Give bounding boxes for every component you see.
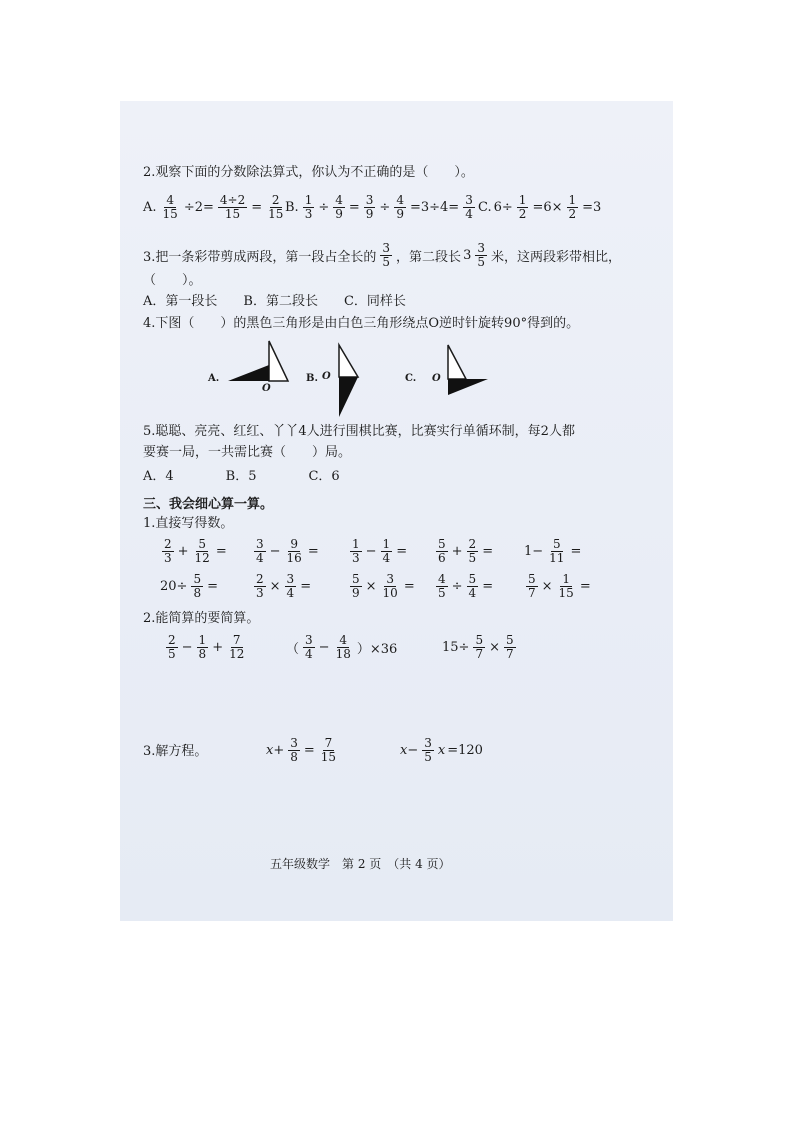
oral-calc-item: $\frac{5}{7}$ × $\frac{1}{15}$ = <box>528 572 591 600</box>
oral-calc-item: $\frac{5}{6}$ + $\frac{2}{5}$ = <box>438 537 494 565</box>
point-o-label: O <box>322 371 331 382</box>
figure-b-triangles <box>332 341 372 419</box>
fraction: $\frac{4}{9}$ <box>396 193 404 221</box>
fraction: $\frac{2}{15}$ <box>268 193 284 221</box>
fraction: $\frac{1}{2}$ <box>518 193 527 221</box>
fraction: $\frac{4}{5}$ <box>438 572 446 600</box>
fraction: $\frac{4}{18}$ <box>335 633 351 661</box>
subsection-title: 1.直接写得数。 <box>143 516 234 531</box>
simplify-expression-3: 15÷ $\frac{5}{7}$ × $\frac{5}{7}$ <box>442 633 514 661</box>
fraction: $\frac{3}{4}$ <box>465 193 473 221</box>
figure-label-b: B. <box>306 373 318 384</box>
fraction: $\frac{5}{8}$ <box>193 572 202 600</box>
oral-calc-item: $\frac{5}{9}$ × $\frac{3}{10}$ = <box>352 572 415 600</box>
fraction: $\frac{3}{9}$ <box>365 193 374 221</box>
subsection-title: 3.解方程。 <box>143 744 208 759</box>
q5-line1: 5.聪聪、亮亮、红红、丫丫4人进行围棋比赛，比赛实行单循环制，每2人都 <box>143 424 575 439</box>
fraction: $\frac{2}{5}$ <box>168 633 176 661</box>
oral-calc-row-2 <box>160 573 660 605</box>
fraction: $\frac{5}{11}$ <box>549 537 565 565</box>
simplify-expression-1: $\frac{2}{5}$ − $\frac{1}{8}$ + $\frac{7}{12}$ <box>168 633 245 661</box>
fraction: $\frac{1}{3}$ <box>304 193 313 221</box>
q2-option-a: A. $\frac{4}{15}$ ÷2= $\frac{4\div 2}{15}$ = $\frac{2}{15}$ <box>143 193 284 221</box>
fraction: $\frac{2}{3}$ <box>164 537 172 565</box>
q2-stem: 2.观察下面的分数除法算式，你认为不正确的是（ ）。 <box>143 165 474 180</box>
simplify-expression-2: （ $\frac{3}{4}$ − $\frac{4}{18}$ ）×36 <box>286 633 398 661</box>
equation-1: x+ $\frac{3}{8}$ = $\frac{7}{15}$ <box>266 736 337 764</box>
fraction: $\frac{3}{4}$ <box>256 537 264 565</box>
figure-label-a: A. <box>208 373 220 384</box>
fraction: $\frac{5}{7}$ <box>475 633 484 661</box>
fraction: $\frac{7}{15}$ <box>320 736 337 764</box>
oral-calc-item: 20÷ $\frac{5}{8}$ = <box>160 572 218 600</box>
q5-line2: 要赛一局，一共需比赛（ ）局。 <box>143 445 352 460</box>
fraction: $\frac{1}{4}$ <box>382 537 391 565</box>
oral-calc-item: $\frac{3}{4}$ − $\frac{9}{16}$ = <box>256 537 319 565</box>
figure-c-triangles <box>440 341 496 401</box>
fraction: $\frac{5}{6}$ <box>438 537 446 565</box>
fraction: $\frac{5}{4}$ <box>468 572 477 600</box>
q3-stem: 3.把一条彩带剪成两段，第一段占全长的 $\frac{3}{5}$ ，第二段长 3 $\frac{3}{5}$ 米，这两段彩带相比， <box>143 241 621 269</box>
oral-calc-item: $\frac{4}{5}$ ÷ $\frac{5}{4}$ = <box>438 572 494 600</box>
q3-options: A．第一段长 B．第二段长 C．同样长 <box>143 294 406 309</box>
q4-figures <box>200 337 500 419</box>
oral-calc-item: $\frac{2}{3}$ + $\frac{5}{12}$ = <box>164 537 227 565</box>
fraction: $\frac{3}{4}$ <box>305 633 313 661</box>
fraction: $\frac{3}{8}$ <box>290 736 298 764</box>
fraction: $\frac{5}{7}$ <box>505 633 514 661</box>
q3-blank-line: （ ）。 <box>143 273 202 288</box>
mixed-number-whole: 3 <box>463 248 472 263</box>
point-o-label: O <box>432 373 441 384</box>
fraction: $\frac{5}{12}$ <box>194 537 210 565</box>
exam-page <box>120 101 673 921</box>
oral-calc-item: $\frac{1}{3}$ − $\frac{1}{4}$ = <box>352 537 408 565</box>
page-footer: 五年级数学 第 2 页 （共 4 页） <box>270 857 451 871</box>
oral-calc-item: $\frac{2}{3}$ × $\frac{3}{4}$ = <box>256 572 312 600</box>
fraction: $\frac{1}{15}$ <box>558 572 574 600</box>
fraction: $\frac{3}{5}$ <box>477 241 485 269</box>
fraction: $\frac{4}{9}$ <box>335 193 343 221</box>
q5-options: A．4 B．5 C．6 <box>143 469 340 484</box>
subsection-title: 2.能简算的要简算。 <box>143 611 260 626</box>
fraction: $\frac{3}{5}$ <box>382 241 391 269</box>
fraction: $\frac{1}{8}$ <box>198 633 207 661</box>
fraction: $\frac{5}{9}$ <box>352 572 360 600</box>
oral-calc-row-1 <box>160 538 660 570</box>
fraction: $\frac{3}{10}$ <box>382 572 398 600</box>
fraction: $\frac{3}{4}$ <box>286 572 295 600</box>
fraction: $\frac{7}{12}$ <box>229 633 245 661</box>
q4-stem: 4.下图（ ）的黑色三角形是由白色三角形绕点O逆时针旋转90°得到的。 <box>143 316 580 331</box>
figure-a-triangles <box>224 337 296 397</box>
figure-label-c: C. <box>405 373 417 384</box>
fraction: $\frac{1}{2}$ <box>568 193 577 221</box>
fraction: $\frac{2}{5}$ <box>468 537 477 565</box>
point-o-label: O <box>262 383 271 394</box>
fraction: $\frac{9}{16}$ <box>286 537 302 565</box>
oral-calc-item: 1− $\frac{5}{11}$ = <box>524 537 582 565</box>
section-title: 三、我会细心算一算。 <box>143 497 274 512</box>
equation-2: x− $\frac{3}{5}$ x =120 <box>400 736 483 764</box>
fraction: $\frac{4\div 2}{15}$ <box>219 193 246 221</box>
q2-option-b: B. $\frac{1}{3}$ ÷ $\frac{4}{9}$ = $\frac{3}{9}$ ÷ $\frac{4}{9}$ =3÷4= $\frac{3}{4}$ <box>285 193 473 221</box>
fraction: $\frac{1}{3}$ <box>352 537 360 565</box>
q2-option-c: C. 6÷ $\frac{1}{2}$ =6× $\frac{1}{2}$ =3 <box>478 193 602 221</box>
fraction: $\frac{4}{15}$ <box>162 193 178 221</box>
fraction: $\frac{2}{3}$ <box>256 572 264 600</box>
fraction: $\frac{3}{5}$ <box>424 736 432 764</box>
fraction: $\frac{5}{7}$ <box>528 572 536 600</box>
